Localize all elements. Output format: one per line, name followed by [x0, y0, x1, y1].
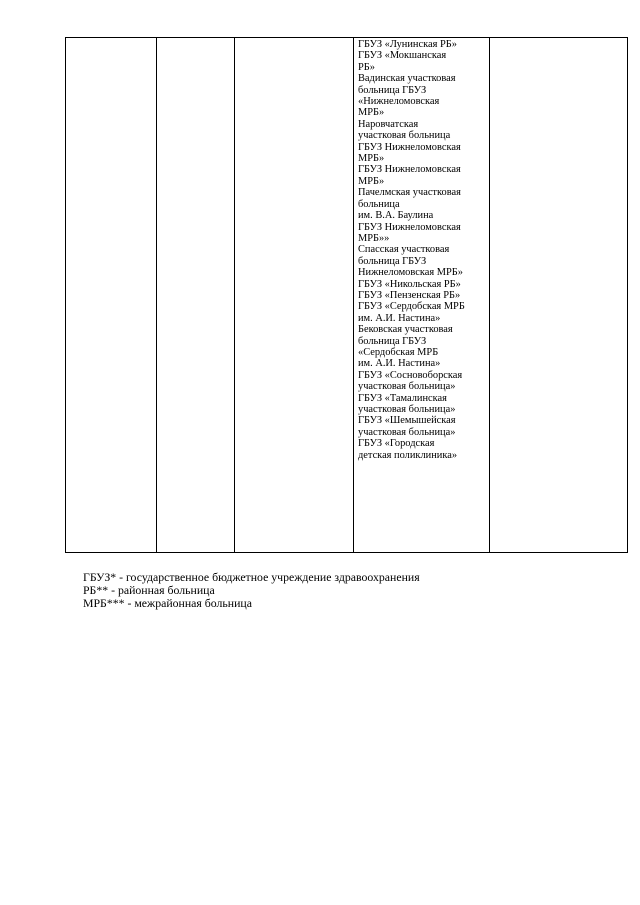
- institution-line: ГБУЗ «Сердобская МРБ: [358, 301, 465, 313]
- institution-line: больница ГБУЗ: [358, 84, 427, 96]
- institution-line: ГБУЗ «Мокшанская: [358, 50, 447, 62]
- footnote-mrb: МРБ*** - межрайонная больница: [83, 596, 252, 611]
- institution-line: ГБУЗ «Никольская РБ»: [358, 278, 461, 290]
- table-cell-col5: [490, 38, 628, 553]
- institution-line: ГБУЗ «Тамалинская: [358, 392, 447, 404]
- institution-line: «Нижнеломовская: [358, 96, 440, 108]
- institutions-table: [65, 37, 628, 553]
- footnotes: [83, 571, 420, 611]
- table-cell-col1: [66, 38, 157, 553]
- institution-line: Нижнеломовская МРБ»: [358, 267, 463, 279]
- institution-line: ГБУЗ «Сосновоборская: [358, 369, 463, 381]
- table-row: [66, 38, 628, 553]
- institution-line: Спасская участковая: [358, 244, 450, 256]
- institution-line: ГБУЗ «Лунинская РБ»: [358, 39, 457, 50]
- institutions-list: [354, 38, 489, 461]
- institution-line: ГБУЗ «Городская: [358, 438, 435, 450]
- table-cell-col3: [235, 38, 354, 553]
- institution-line: участковая больница: [358, 130, 451, 142]
- footnote-rb: РБ** - районная больница: [83, 583, 215, 598]
- institution-line: ГБУЗ Нижнеломовская: [358, 164, 461, 176]
- institution-line: участковая больница»: [358, 381, 456, 393]
- institution-line: «Сердобская МРБ: [358, 346, 439, 358]
- institution-line: Бековская участковая: [358, 324, 453, 336]
- institution-line: Вадинская участковая: [358, 73, 456, 85]
- table-cell-institutions: [354, 38, 490, 553]
- institution-line: РБ»: [358, 61, 375, 73]
- institution-line: участковая больница»: [358, 404, 456, 415]
- institution-line: ГБУЗ «Пензенская РБ»: [358, 289, 461, 301]
- institution-line: им. В.А. Баулина: [358, 210, 434, 222]
- institution-line: больница ГБУЗ: [358, 255, 427, 267]
- institution-line: МРБ»»: [358, 232, 390, 244]
- institution-line: ГБУЗ «Шемышейская: [358, 415, 456, 427]
- institution-line: больница ГБУЗ: [358, 335, 427, 347]
- institution-line: Пачелмская участковая: [358, 187, 461, 199]
- institution-line: им. А.И. Настина»: [358, 358, 441, 370]
- institution-line: больница: [358, 198, 400, 210]
- table-cell-col2: [157, 38, 235, 553]
- institution-line: ГБУЗ Нижнеломовская: [358, 221, 461, 233]
- institution-line: МРБ»: [358, 175, 385, 187]
- institution-line: участковая больница»: [358, 426, 456, 438]
- institution-line: ГБУЗ Нижнеломовская: [358, 141, 461, 153]
- footnote-gbuz: ГБУЗ* - государственное бюджетное учреждение здравоохранения: [83, 570, 420, 584]
- institution-line: Наровчатская: [358, 118, 419, 130]
- institution-line: им. А.И. Настина»: [358, 312, 441, 324]
- institution-line: детская поликлиника»: [358, 449, 458, 461]
- institution-line: МРБ»: [358, 107, 385, 119]
- institution-line: МРБ»: [358, 153, 385, 165]
